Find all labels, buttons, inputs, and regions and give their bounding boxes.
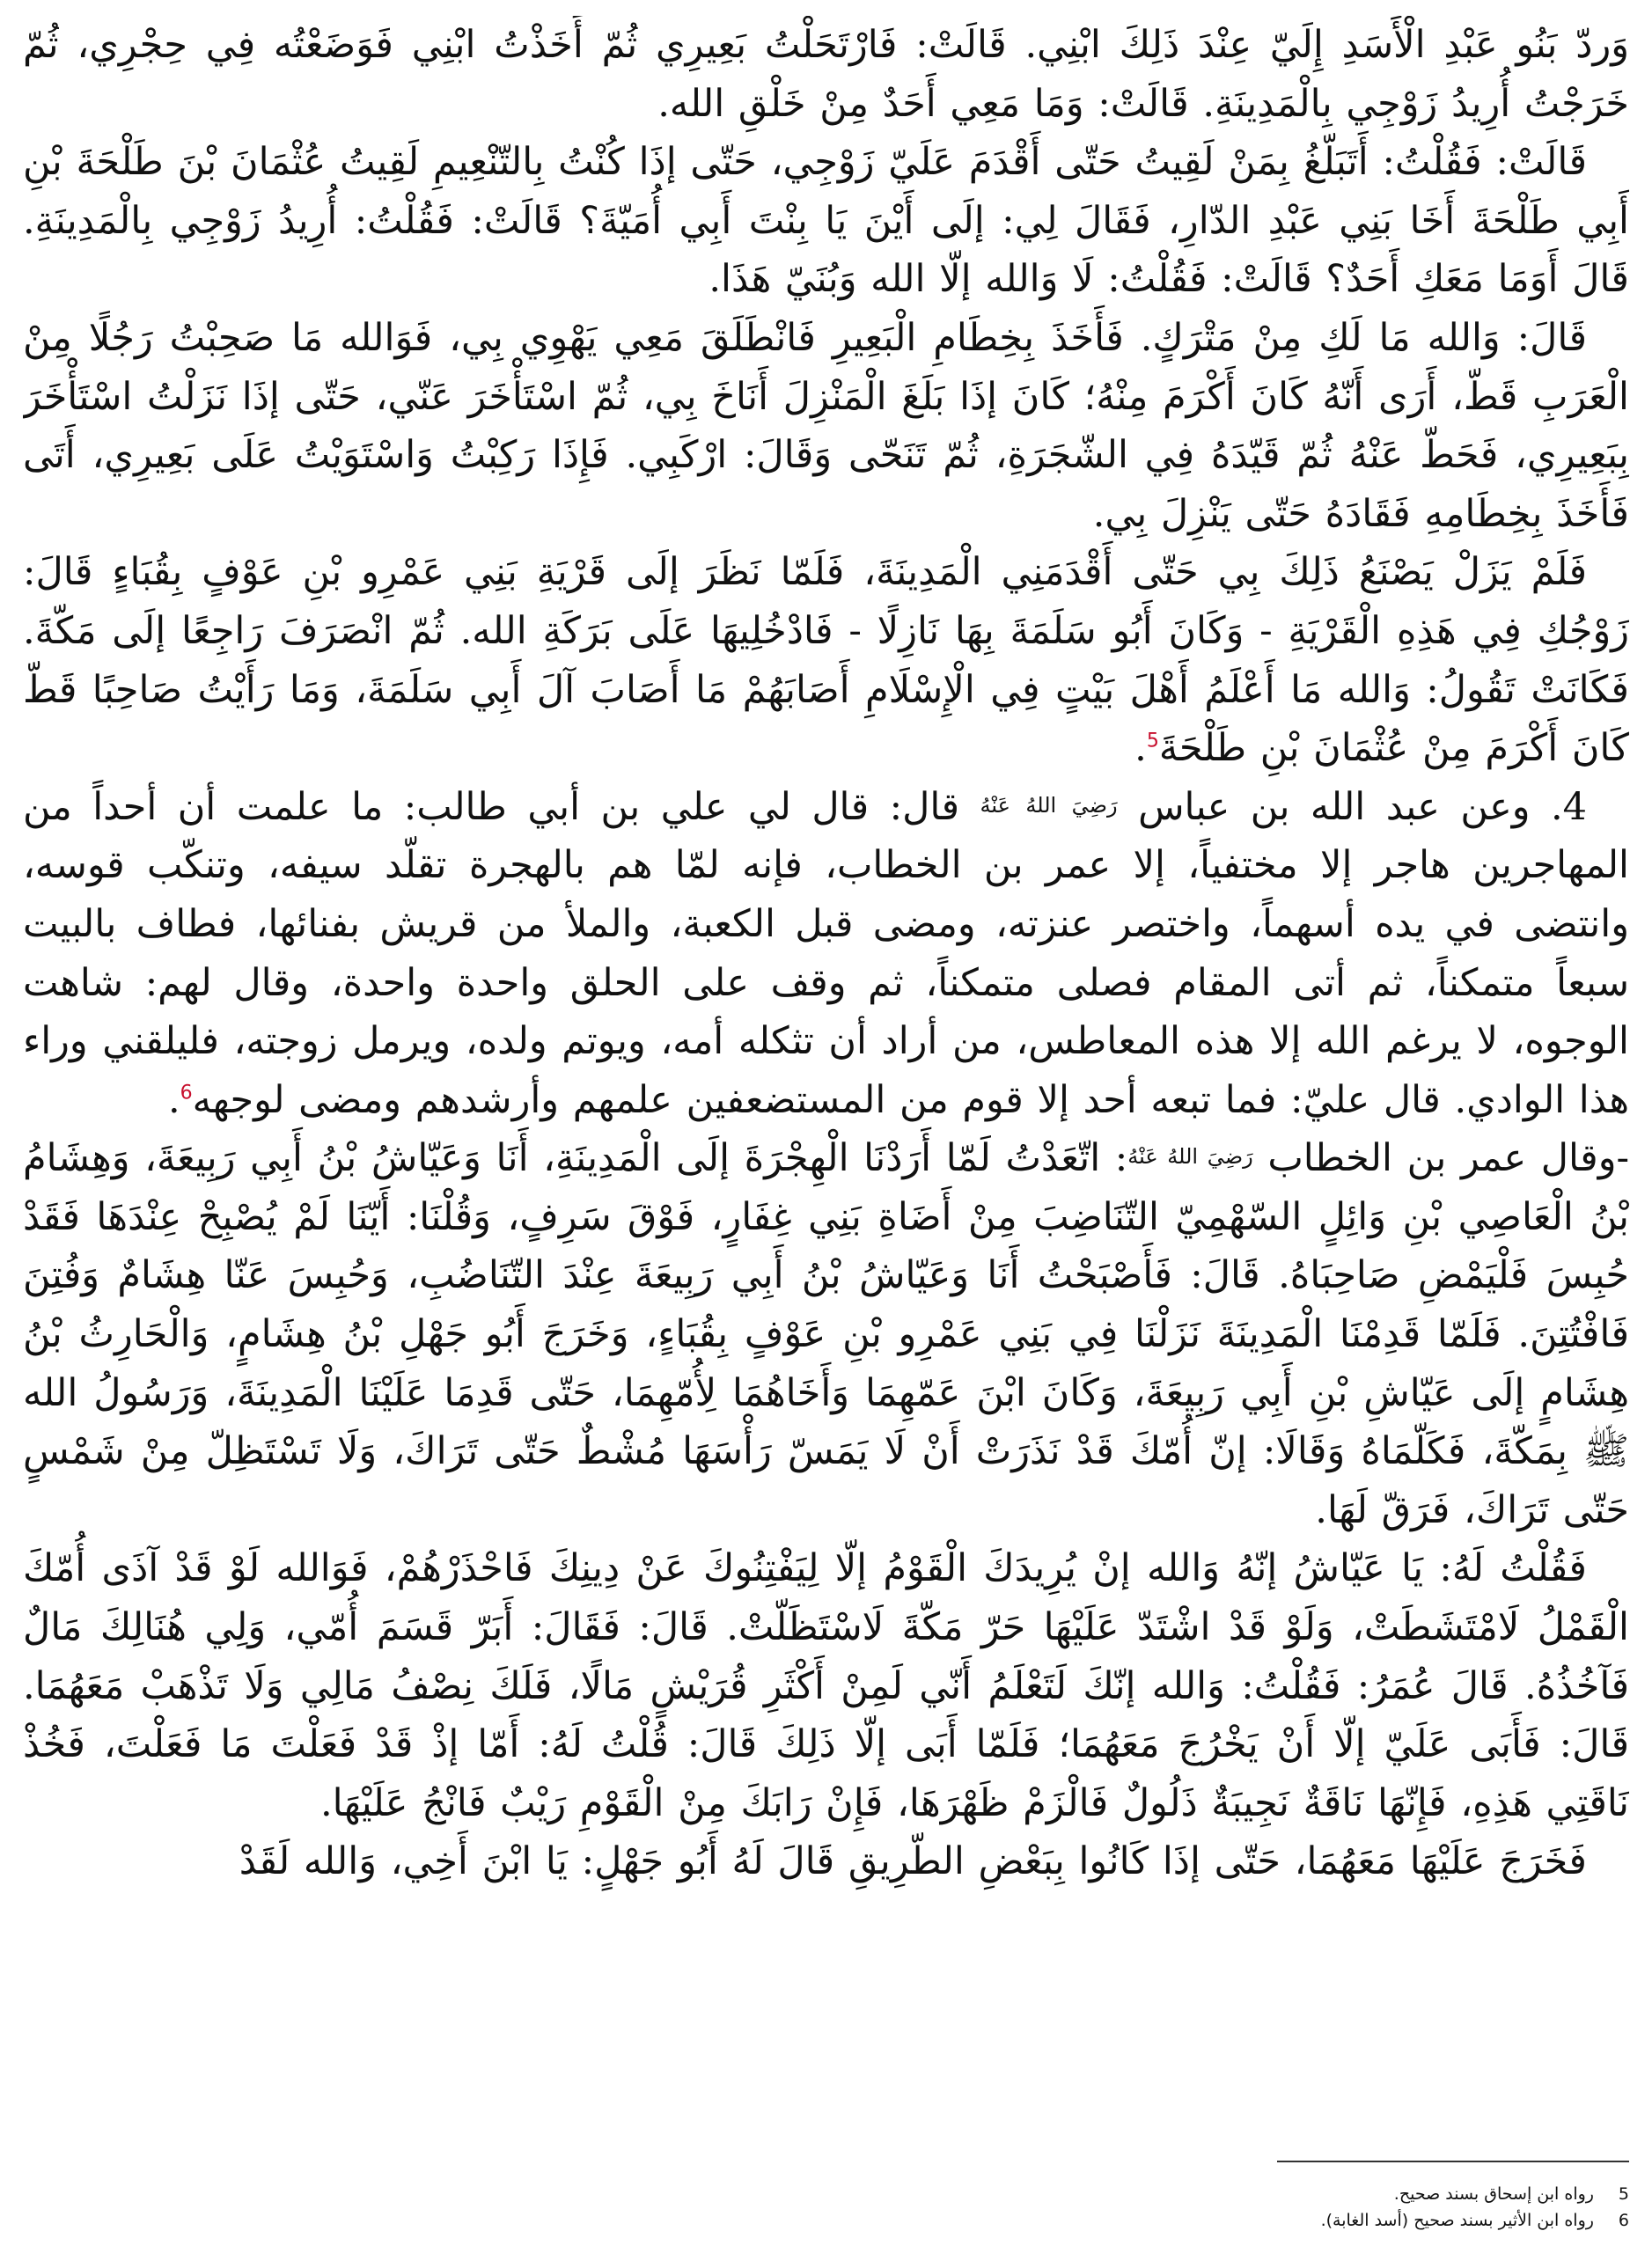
paragraph-text: قال: قال لي علي بن أبي طالب: ما علمت أن أحداً من المهاجرين هاجر إلا مختفياً، إلا عمر بن الخطاب، فإنه لمّا هم بالهجرة تقلّد سيفه، وتنكّب قوسه، وانتضى في يده أسهماً، واختصر عنزته، ومضى قبل الكعبة، والملأ من قريش بفنائها، فطاف بالبيت سبعاً متمكناً، ثم أتى المقام فصلى متمكناً، ثم وقف على الحلق واحدة واحدة، وقال لهم: شاهت الوجوه، لا يرغم الله إلا هذه المعاطس، من أراد أن تثكله أمه، ويوتم ولده، ويرمل زوجته، فليلقني وراء هذا الوادي. قال عليّ: فما تبعه أحد إلا قوم من المستضعفين علمهم وأرشدهم ومضى لوجهه	[23, 784, 1629, 1122]
footnote-6	[23, 2207, 1629, 2234]
paragraph-2	[23, 133, 1629, 309]
paragraph-text: قَالَتْ: فَقُلْتُ: أَتَبَلّغُ بِمَنْ لَقِيتُ حَتّى أَقْدَمَ عَلَيّ زَوْجِي، حَتّى إذَا كُنْتُ بِالتّنْعِيمِ لَقِيتُ عُثْمَانَ بْنَ طَلْحَةَ بْنِ أَبِي طَلْحَةَ أَخَا بَنِي عَبْدِ الدّارِ، فَقَالَ لِي: إلَى أَيْنَ يَا بِنْتَ أَبِي أُمَيّةَ؟ قَالَتْ: فَقُلْتُ: أُرِيدُ زَوْجِي بِالْمَدِينَةِ. قَالَ أَوَمَا مَعَكِ أَحَدٌ؟ قَالَتْ: فَقُلْتُ: لَا وَالله إلّا الله وَبُنَيّ هَذَا.	[23, 140, 1629, 302]
footnote-ref-6[interactable]: 6	[180, 1082, 193, 1104]
paragraph-6	[23, 1129, 1629, 1539]
paragraph-text: : اتّعَدْتُ لَمّا أَرَدْنَا الْهِجْرَةَ إلَى الْمَدِينَةِ، أَنَا وَعَيّاشُ بْنُ أَبِي رَبِيعَةَ، وَهِشَامُ بْنُ الْعَاصِي بْنِ وَائِلٍ السّهْمِيّ التّنَاضِبَ مِنْ أَضَاةِ بَنِي غِفَارٍ، فَوْقَ سَرِفٍ، وَقُلْنَا: أَيّنَا لَمْ يُصْبِحْ عِنْدَهَا فَقَدْ حُبِسَ فَلْيَمْضِ صَاحِبَاهُ. قَالَ: فَأَصْبَحْتُ أَنَا وَعَيّاشُ بْنُ أَبِي رَبِيعَةَ عِنْدَ التّنَاضُبِ، وَحُبِسَ عَنّا هِشَامٌ وَفُتِنَ فَافْتُتِنَ. فَلَمّا قَدِمْنَا الْمَدِينَةَ نَزَلْنَا فِي بَنِي عَمْرِو بْنِ عَوْفٍ بِقُبَاءٍ، وَخَرَجَ أَبُو جَهْلِ بْنُ هِشَامٍ، وَالْحَارِثُ بْنُ هِشَامٍ إلَى عَيّاشِ بْنِ أَبِي رَبِيعَةَ، وَكَانَ ابْنَ عَمّهِمَا وَأَخَاهُمَا لِأُمّهِمَا، حَتّى قَدِمَا عَلَيْنَا الْمَدِينَةَ، وَرَسُولُ الله ﷺ بِمَكّةَ، فَكَلّمَاهُ وَقَالَا: إنّ أُمّكَ قَدْ نَذَرَتْ أَنْ لَا يَمَسّ رَأْسَهَا مُشْطٌ حَتّى تَرَاكَ، وَلَا تَسْتَظِلّ مِنْ شَمْسٍ حَتّى تَرَاكَ، فَرَقّ لَهَا.	[23, 1136, 1629, 1532]
honorific-mark: رَضِيَ اللهُ عَنْهُ	[1127, 1144, 1253, 1170]
footnote-number: 5	[1618, 2184, 1629, 2204]
paragraph-text: وَردّ بَنُو عَبْدِ الْأَسَدِ إِلَيّ عِنْدَ ذَلِكَ ابْنِي. قَالَتْ: فَارْتَحَلْتُ بَعِيرِي ثُمّ أَخَذْتُ ابْنِي فَوَضَعْتُه فِي حِجْرِي، ثُمّ خَرَجْتُ أُرِيدُ زَوْجِي بِالْمَدِينَةِ. قَالَتْ: وَمَا مَعِي أَحَدٌ مِنْ خَلْقِ الله.	[23, 23, 1629, 126]
paragraph-lead: 4. وعن عبد الله بن عباس	[1138, 784, 1588, 829]
honorific-mark: رَضِيَ اللهُ عَنْهُ	[980, 792, 1118, 818]
footnote-number: 6	[1618, 2211, 1629, 2230]
paragraph-1	[23, 16, 1629, 133]
main-text	[23, 16, 1629, 2163]
paragraph-4: فَلَمْ يَزَلْ يَصْنَعُ ذَلِكَ بِي حَتّى أَقْدَمَنِي الْمَدِينَةَ، فَلَمّا نَظَرَ إلَى قَرْيَةِ بَنِي عَمْرِو بْنِ عَوْفٍ بِقُبَاءٍ قَالَ: زَوْجُكِ فِي هَذِهِ الْقَرْيَةِ - وَكَانَ أَبُو سَلَمَةَ بِهَا نَازِلًا - فَادْخُلِيهَا عَلَى بَرَكَةِ الله. ثُمّ انْصَرَفَ رَاجِعًا إلَى مَكّةَ. فَكَانَتْ تَقُولُ: وَالله مَا أَعْلَمُ أَهْلَ بَيْتٍ فِي الْإِسْلَامِ أَصَابَهُمْ مَا أَصَابَ آلَ أَبِي سَلَمَةَ، وَمَا رَأَيْتُ صَاحِبًا قَطّ كَانَ أَكْرَمَ مِنْ عُثْمَانَ بْنِ طَلْحَةَ$^5$.	[23, 550, 1629, 771]
footnote-divider	[1277, 2161, 1629, 2162]
paragraph-8	[23, 1832, 1629, 1891]
footnote-5	[23, 2181, 1629, 2207]
paragraph-text: قَالَ: وَالله مَا لَكِ مِنْ مَتْرَكٍ. فَأَخَذَ بِخِطَامِ الْبَعِيرِ فَانْطَلَقَ مَعِي يَهْوِي بِي، فَوَالله مَا صَحِبْتُ رَجُلًا مِنْ الْعَرَبِ قَطّ، أَرَى أَنّهُ كَانَ أَكْرَمَ مِنْهُ؛ كَانَ إذَا بَلَغَ الْمَنْزِلَ أَنَاخَ بِي، ثُمّ اسْتَأْخَرَ عَنّي، حَتّى إذَا نَزَلْتُ اسْتَأْخَرَ بِبَعِيرِي، فَحَطّ عَنْهُ ثُمّ قَيّدَهُ فِي الشّجَرَةِ، ثُمّ تَنَحّى وَقَالَ: ارْكَبِي. فَإِذَا رَكِبْتُ وَاسْتَوَيْتُ عَلَى بَعِيرِي، أَتَى فَأَخَذَ بِخِطَامِهِ فَقَادَهُ حَتّى يَنْزِلَ بِي.	[23, 315, 1629, 536]
paragraph-5: 4. وعن عبد الله بن عباس رَضِيَ اللهُ عَنْهُ قال: قال لي علي بن أبي طالب: ما علمت أن أحداً من المهاجرين هاجر إلا مختفياً، إلا عمر بن الخطاب، فإنه لمّا هم بالهجرة تقلّد سيفه، وتنكّب قوسه، وانتضى في يده أسهماً، واختصر عنزته، ومضى قبل الكعبة، والملأ من قريش بفنائها، فطاف بالبيت سبعاً متمكناً، ثم أتى المقام فصلى متمكناً، ثم وقف على الحلق واحدة واحدة، وقال لهم: شاهت الوجوه، لا يرغم الله إلا هذه المعاطس، من أراد أن تثكله أمه، ويوتم ولده، ويرمل زوجته، فليلقني وراء هذا الوادي. قال عليّ: فما تبعه أحد إلا قوم من المستضعفين علمهم وأرشدهم ومضى لوجهه$^6$.	[23, 784, 1629, 1122]
footnote-text: رواه ابن إسحاق بسند صحيح.	[1393, 2184, 1594, 2204]
paragraph-text: فَقُلْتُ لَهُ: يَا عَيّاشُ إنّهُ وَالله إنْ يُرِيدَكَ الْقَوْمُ إلّا لِيَفْتِنُوكَ عَنْ دِينِكَ فَاحْذَرْهُمْ، فَوَالله لَوْ قَدْ آذَى أُمّكَ الْقَمْلُ لَامْتَشَطَتْ، وَلَوْ قَدْ اشْتَدّ عَلَيْهَا حَرّ مَكّةَ لَاسْتَظَلّتْ. قَالَ: فَقَالَ: أَبَرّ قَسَمَ أُمّي، وَلِي هُنَالِكَ مَالٌ فَآخُذُهُ. قَالَ عُمَرُ: فَقُلْتُ: وَالله إنّكَ لَتَعْلَمُ أَنّي لَمِنْ أَكْثَرِ قُرَيْشٍ مَالًا، فَلَكَ نِصْفُ مَالِي وَلَا تَذْهَبْ مَعَهُمَا. قَالَ: فَأَبَى عَلَيّ إلّا أَنْ يَخْرُجَ مَعَهُمَا؛ فَلَمّا أَبَى إلّا ذَلِكَ قَالَ: قُلْتُ لَهُ: أَمّا إذْ قَدْ فَعَلْتَ مَا فَعَلْتَ، فَخُذْ نَاقَتِي هَذِهِ، فَإِنّهَا نَاقَةٌ نَجِيبَةٌ ذَلُولٌ فَالْزَمْ ظَهْرَهَا، فَإِنْ رَابَكَ مِنْ الْقَوْمِ رَيْبٌ فَانْجُ عَلَيْهَا.	[23, 1546, 1629, 1825]
paragraph-text: فَخَرَجَ عَلَيْهَا مَعَهُمَا، حَتّى إذَا كَانُوا بِبَعْضِ الطّرِيقِ قَالَ لَهُ أَبُو جَهْلٍ: يَا ابْنَ أَخِي، وَالله لَقَدْ	[239, 1839, 1587, 1884]
paragraph-lead: -وقال عمر بن الخطاب	[1267, 1136, 1629, 1181]
footnote-ref-5[interactable]: 5	[1146, 730, 1159, 752]
paragraph-text: فَلَمْ يَزَلْ يَصْنَعُ ذَلِكَ بِي حَتّى أَقْدَمَنِي الْمَدِينَةَ، فَلَمّا نَظَرَ إلَى قَرْيَةِ بَنِي عَمْرِو بْنِ عَوْفٍ بِقُبَاءٍ قَالَ: زَوْجُكِ فِي هَذِهِ الْقَرْيَةِ - وَكَانَ أَبُو سَلَمَةَ بِهَا نَازِلًا - فَادْخُلِيهَا عَلَى بَرَكَةِ الله. ثُمّ انْصَرَفَ رَاجِعًا إلَى مَكّةَ. فَكَانَتْ تَقُولُ: وَالله مَا أَعْلَمُ أَهْلَ بَيْتٍ فِي الْإِسْلَامِ أَصَابَهُمْ مَا أَصَابَ آلَ أَبِي سَلَمَةَ، وَمَا رَأَيْتُ صَاحِبًا قَطّ كَانَ أَكْرَمَ مِنْ عُثْمَانَ بْنِ طَلْحَةَ	[23, 550, 1629, 771]
footnotes	[23, 2181, 1629, 2234]
paragraph-7	[23, 1539, 1629, 1832]
footnote-text: رواه ابن الأثير بسند صحيح (أسد الغابة).	[1320, 2211, 1594, 2230]
paragraph-3	[23, 309, 1629, 543]
